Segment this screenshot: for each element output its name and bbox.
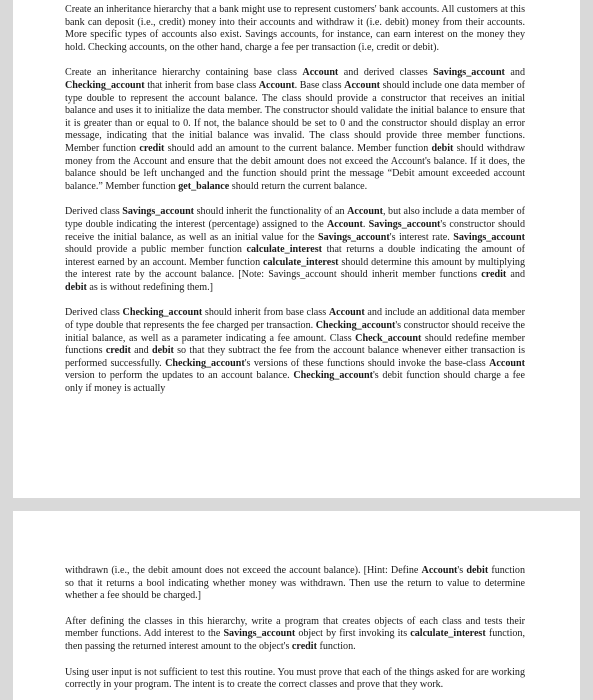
- bold-term: Checking_account: [122, 307, 203, 319]
- text-run: should return the current balance.: [229, 180, 368, 192]
- bold-term: Checking_account: [165, 357, 245, 369]
- testing-paragraph: [65, 616, 525, 654]
- page-2-text: [65, 565, 525, 700]
- bold-term: Savings_account: [453, 231, 525, 243]
- text-run: should redefine member functions: [65, 332, 525, 357]
- user-input-paragraph: Using user input is not sufficient to test this routine. You must prove that each of the things asked for are working correctly in your program. The intent is to create the correct classes and prove that they work.: [65, 666, 525, 691]
- bold-term: Savings_account: [368, 218, 441, 230]
- text-run: withdrawn (i.e., the debit amount does not exceed the account balance). [Hint: Define: [65, 565, 422, 576]
- bold-term: calculate_interest: [410, 628, 486, 640]
- bold-term: debit: [151, 345, 174, 357]
- text-run: object by first invoking its: [295, 628, 411, 640]
- text-run: that inherit from base class: [144, 79, 259, 91]
- checking-account-paragraph: [65, 307, 525, 395]
- text-run: should add an amount to the current balance. Member function: [164, 142, 432, 154]
- text-run: 's constructor should receive the initial balance, as well as an initial value for the: [65, 218, 526, 243]
- text-run: version to perform the updates to an account balance.: [65, 370, 294, 382]
- bold-term: calculate_interest: [263, 256, 339, 268]
- bold-term: Savings_account: [317, 231, 390, 243]
- text-run: .: [362, 218, 369, 230]
- bold-term: credit: [291, 640, 317, 652]
- savings-account-paragraph: [65, 206, 525, 294]
- bold-term: Savings_account: [223, 628, 296, 640]
- bold-term: Checking_account: [315, 320, 396, 332]
- bold-term: Account: [328, 307, 365, 319]
- text-run: 's debit function should charge a fee only if money is actually: [65, 370, 525, 395]
- bold-term: debit: [466, 565, 489, 576]
- bold-term: Checking_account: [293, 370, 373, 382]
- bold-term: Savings_account: [122, 206, 195, 218]
- text-run: . Base class: [294, 79, 345, 91]
- bold-term: Account: [258, 79, 295, 91]
- bold-term: Account: [326, 218, 363, 230]
- text-run: 's interest rate.: [389, 231, 454, 243]
- bold-term: get_balance: [178, 180, 230, 192]
- text-run: should determine this amount by multiplying the interest rate by the account balance. [Note: Savings_account should inherit member functions: [65, 256, 525, 281]
- bold-term: credit: [481, 269, 507, 281]
- text-run: should inherit the functionality of an: [194, 206, 348, 218]
- bold-term: credit: [105, 345, 131, 357]
- text-run: and: [130, 345, 152, 357]
- bold-term: Checking_account: [65, 79, 145, 91]
- text-run: should inherit from base class: [202, 307, 329, 319]
- text-run: and: [506, 269, 525, 281]
- text-run: Create an inheritance hierarchy containing base class: [65, 67, 303, 79]
- text-run: 's versions of these functions should invoke the base-class: [244, 357, 490, 369]
- text-run: and derived classes: [338, 67, 434, 79]
- text-run: 's constructor should receive the initial balance, as well as a parameter indicating a fee amount. Class: [65, 320, 525, 344]
- text-run: should provide a public member function: [65, 244, 247, 256]
- bold-term: Account: [489, 357, 525, 369]
- bold-term: Check_account: [355, 332, 422, 344]
- bold-term: Account: [302, 67, 339, 79]
- text-run: so that they subtract the fee from the account balance whenever either transaction is performed successfully.: [65, 345, 525, 369]
- bold-term: debit: [431, 142, 454, 154]
- bold-term: Account: [347, 206, 383, 218]
- text-run: After defining the classes in this hierarchy, write a program that creates objects of each class and tests their member functions. Add interest to the: [65, 615, 525, 640]
- page-1-text: [65, 4, 525, 409]
- text-run: function.: [316, 640, 356, 652]
- bold-term: Savings_account: [433, 67, 505, 79]
- document-page-1: [13, 0, 580, 498]
- text-run: should withdraw money from the Account and ensure that the debit amount does not exceed the Account's balance. If it does, the balance should be left unchanged and the function should print the message “Debit amount exceeded account balance.” Member function: [65, 142, 525, 192]
- text-run: Derived class: [65, 206, 123, 218]
- text-run: should include one data member of type double to represent the account balance. The class should provide a constructor that receives an initial balance and uses it to initialize the data member. The constructor should validate the initial balance to ensure that it is greater than or equal to 0. If not, the balance should be set to 0 and the constructor should display an error message, indicating that the initial balance was invalid. The class should provide three member functions. Member function: [65, 79, 525, 154]
- text-run: Derived class: [65, 307, 123, 319]
- bold-term: credit: [139, 142, 165, 154]
- text-run: and include an additional data member of type double that represents the fee charged per transaction.: [65, 307, 525, 332]
- bold-term: debit: [65, 281, 87, 293]
- text-run: that returns a double indicating the amount of interest earned by an account. Member function: [65, 244, 526, 268]
- text-run: function, then passing the returned interest amount to the object's: [65, 628, 525, 652]
- text-run: function so that it returns a bool indicating whether money was withdrawn. Then use the return to value to determine whether a fee should be charged.]: [65, 565, 525, 602]
- text-run: 's: [457, 565, 467, 576]
- bold-term: Account: [344, 79, 381, 91]
- text-run: as is without redefining them.]: [86, 281, 214, 293]
- text-run: , but also include a data member of type double indicating the interest (percentage) assigned to the: [65, 206, 526, 230]
- intro-paragraph: Create an inheritance hierarchy that a bank might use to represent customers' bank accounts. All customers at this bank can deposit (i.e., credit) money into their accounts and withdraw it (i.e. debit) money from their accounts. More specific types of accounts also exist. Savings accounts, for instance, can earn interest on the money they hold. Checking accounts, on the other hand, charge a fee per transaction (i.e, credit or debit).: [65, 4, 525, 53]
- account-paragraph: [65, 67, 525, 193]
- document-page-2: [13, 511, 580, 700]
- bold-term: calculate_interest: [246, 244, 323, 256]
- debit-hint-paragraph: [65, 565, 525, 603]
- bold-term: Account: [421, 565, 458, 576]
- text-run: and: [504, 67, 525, 79]
